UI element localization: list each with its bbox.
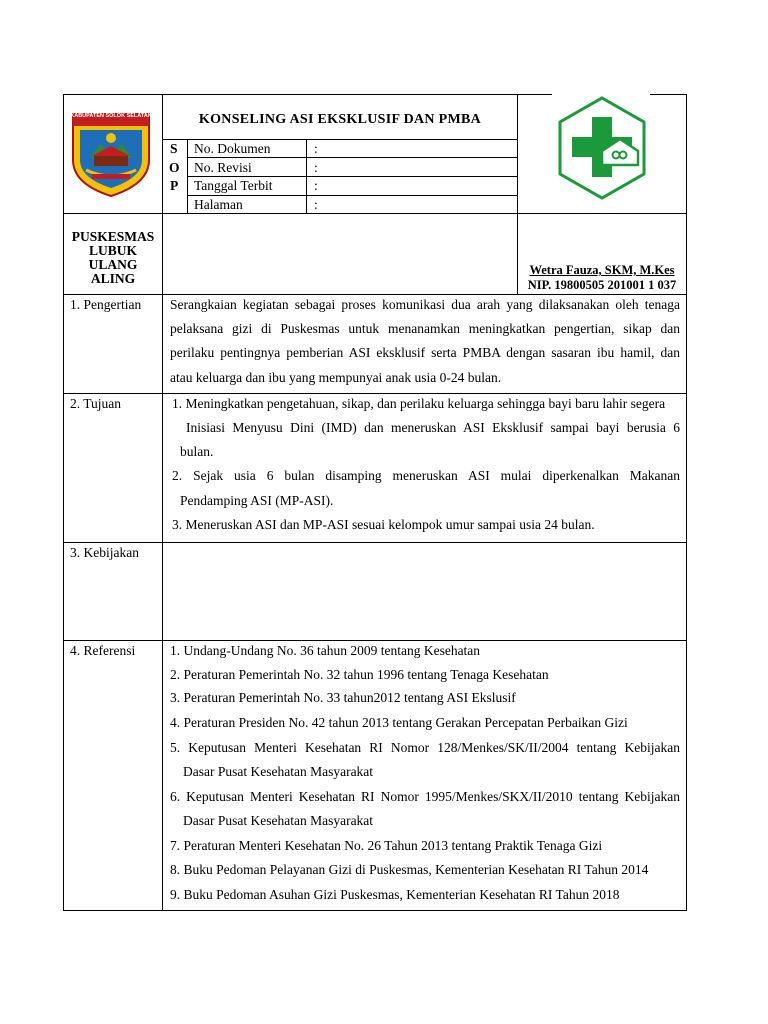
- referensi-item: 6. Keputusan Menteri Kesehatan RI Nomor 1995/Menkes/SKX/II/2010 tentang Kebijakan: [170, 789, 680, 804]
- referensi-item: 2. Peraturan Pemerintah No. 32 tahun 1996 tentang Tenaga Kesehatan: [170, 667, 549, 682]
- section-label-tujuan: 2. Tujuan: [70, 396, 122, 411]
- referensi-item: 5. Keputusan Menteri Kesehatan RI Nomor 128/Menkes/SK/II/2004 tentang Kebijakan: [170, 740, 680, 755]
- organization-name: PUSKESMAS LUBUK ULANG ALING: [71, 229, 155, 286]
- section-label-pengertian: 1. Pengertian: [70, 297, 142, 312]
- doc-row-label: Tanggal Terbit: [194, 178, 273, 193]
- pengertian-line: atau keluarga dan ibu yang mempunyai anak usia 0-24 bulan.: [170, 370, 502, 385]
- section-label-kebijakan: 3. Kebijakan: [70, 545, 139, 560]
- tujuan-line: bulan.: [180, 444, 214, 459]
- referensi-item: Dasar Pusat Kesehatan Masyarakat: [183, 764, 374, 779]
- doc-row-value: :: [314, 178, 318, 193]
- pengertian-line: perilaku pentingnya pemberian ASI eksklusif serta PMBA dengan sasaran ibu hamil, dan: [170, 345, 680, 360]
- doc-row-value: :: [314, 197, 318, 212]
- referensi-item: Dasar Pusat Kesehatan Masyarakat: [183, 813, 374, 828]
- tujuan-line: Inisiasi Menyusu Dini (IMD) dan meneruskan ASI Eksklusif sampai bayi berusia 6: [186, 420, 680, 435]
- referensi-item: 4. Peraturan Presiden No. 42 tahun 2013 tentang Gerakan Percepatan Perbaikan Gizi: [170, 715, 628, 730]
- doc-row-label: No. Revisi: [194, 160, 252, 175]
- pengertian-line: Serangkaian kegiatan sebagai proses komunikasi dua arah yang dilaksanakan oleh tenaga: [170, 297, 680, 312]
- tujuan-line: 1. Meningkatkan pengetahuan, sikap, dan perilaku keluarga sehingga bayi baru lahir segera: [172, 396, 666, 411]
- referensi-item: 9. Buku Pedoman Asuhan Gizi Puskesmas, Kementerian Kesehatan RI Tahun 2018: [170, 887, 620, 902]
- referensi-item: 7. Peraturan Menteri Kesehatan No. 26 Tahun 2013 tentang Praktik Tenaga Gizi: [170, 838, 603, 853]
- tujuan-line: Pendamping ASI (MP-ASI).: [180, 493, 334, 508]
- pengertian-line: pelaksana gizi di Puskesmas untuk menanamkan meningkatkan pengertian, sikap dan: [170, 321, 680, 336]
- referensi-item: 1. Undang-Undang No. 36 tahun 2009 tentang Kesehatan: [170, 643, 481, 658]
- referensi-item: 8. Buku Pedoman Pelayanan Gizi di Puskesmas, Kementerian Kesehatan RI Tahun 2014: [170, 862, 649, 877]
- section-label-referensi: 4. Referensi: [70, 643, 136, 658]
- tujuan-line: 2. Sejak usia 6 bulan disamping meneruskan ASI mulai diperkenalkan Makanan: [172, 468, 680, 483]
- regency-logo-text: KABUPATEN SOLOK SELATAN: [70, 113, 152, 119]
- puskesmas-logo-icon: [556, 95, 648, 201]
- sop-letter-s: S: [170, 141, 178, 156]
- doc-row-label: No. Dokumen: [194, 141, 271, 156]
- sop-letter-o: O: [169, 160, 180, 175]
- regency-logo-icon: [70, 110, 152, 198]
- referensi-item: 3. Peraturan Pemerintah No. 33 tahun2012 tentang ASI Ekslusif: [170, 690, 516, 705]
- doc-row-value: :: [314, 160, 318, 175]
- doc-row-label: Halaman: [194, 197, 243, 212]
- doc-row-value: :: [314, 141, 318, 156]
- signer-name: Wetra Fauza, SKM, M.Kes: [529, 263, 675, 277]
- document-title: KONSELING ASI EKSKLUSIF DAN PMBA: [198, 112, 482, 127]
- signer-nip: NIP. 19800505 201001 1 037: [527, 278, 677, 292]
- sop-letter-p: P: [170, 178, 179, 193]
- tujuan-line: 3. Meneruskan ASI dan MP-ASI sesuai kelompok umur sampai usia 24 bulan.: [172, 517, 595, 532]
